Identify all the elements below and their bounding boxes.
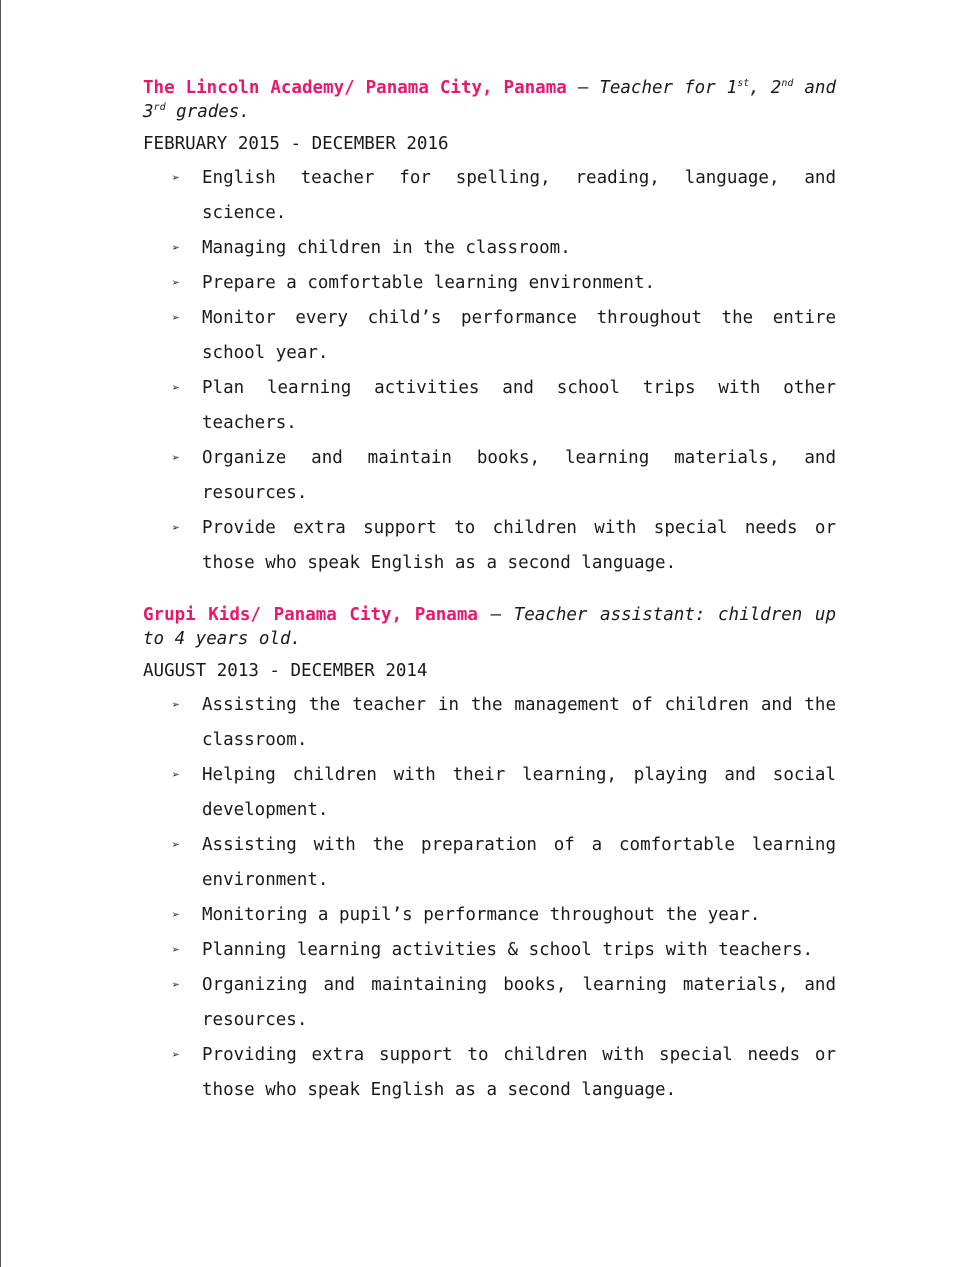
arrow-bullet-icon: ➢ [172,978,180,993]
ordinal-suffix: nd [781,78,794,90]
duty-text: Assisting the teacher in the management of children and the classroom. [202,695,836,750]
duty-text: Organize and maintain books, learning materials, and resources. [202,448,836,503]
arrow-bullet-icon: ➢ [172,276,180,291]
duty-item [172,231,836,266]
ordinal-suffix: rd [153,102,166,114]
arrow-bullet-icon: ➢ [172,241,180,256]
duty-item [172,688,836,758]
employer-name: Grupi Kids/ Panama City, Panama [143,605,478,625]
duty-text: Plan learning activities and school trips with other teachers. [202,378,836,433]
job-entry [143,603,836,1108]
role-text: grades. [165,102,250,122]
job-heading [143,603,836,651]
job-heading [143,76,836,124]
duties-list [143,161,836,581]
arrow-bullet-icon: ➢ [172,943,180,958]
duty-text: Managing children in the classroom. [202,238,571,258]
duty-item [172,371,836,441]
arrow-bullet-icon: ➢ [172,451,180,466]
job-entry [143,76,836,581]
duty-item [172,1038,836,1108]
ordinal-suffix: st [737,78,750,90]
page-left-border [0,0,1,1267]
employer-name: The Lincoln Academy/ Panama City, Panama [143,78,567,98]
arrow-bullet-icon: ➢ [172,381,180,396]
role-text: and 3 [143,78,837,122]
duty-text: Organizing and maintaining books, learning materials, and resources. [202,975,836,1030]
arrow-bullet-icon: ➢ [172,311,180,326]
resume-experience-section [143,76,836,1108]
heading-separator: — [566,78,600,98]
duty-item [172,301,836,371]
job-role: Teacher assistant: children up to 4 years old. [143,605,836,649]
arrow-bullet-icon: ➢ [172,838,180,853]
arrow-bullet-icon: ➢ [172,768,180,783]
job-dates: FEBRUARY 2015 - DECEMBER 2016 [143,134,449,154]
duty-item [172,933,836,968]
arrow-bullet-icon: ➢ [172,698,180,713]
arrow-bullet-icon: ➢ [172,521,180,536]
job-dates: AUGUST 2013 - DECEMBER 2014 [143,661,428,681]
duty-item [172,441,836,511]
duties-list [143,688,836,1108]
arrow-bullet-icon: ➢ [172,171,180,186]
arrow-bullet-icon: ➢ [172,1048,180,1063]
duty-text: Assisting with the preparation of a comfortable learning environment. [202,835,836,890]
duty-text: Providing extra support to children with special needs or those who speak English as a second language. [202,1045,836,1100]
arrow-bullet-icon: ➢ [172,908,180,923]
duty-item [172,266,836,301]
heading-separator: — [477,605,514,625]
duty-text: Monitor every child’s performance throughout the entire school year. [202,308,836,363]
duty-text: Provide extra support to children with special needs or those who speak English as a second language. [202,518,836,573]
role-text: Teacher for 1 [599,78,738,98]
duty-item [172,828,836,898]
duty-text: Monitoring a pupil’s performance throughout the year. [202,905,761,925]
duty-text: English teacher for spelling, reading, language, and science. [202,168,836,223]
duty-item [172,898,836,933]
duty-text: Planning learning activities & school trips with teachers. [202,940,814,960]
duty-item [172,968,836,1038]
role-text: , 2 [749,78,782,98]
duty-item [172,758,836,828]
duty-text: Prepare a comfortable learning environment. [202,273,656,293]
duty-item [172,511,836,581]
duty-text: Helping children with their learning, playing and social development. [202,765,836,820]
duty-item [172,161,836,231]
